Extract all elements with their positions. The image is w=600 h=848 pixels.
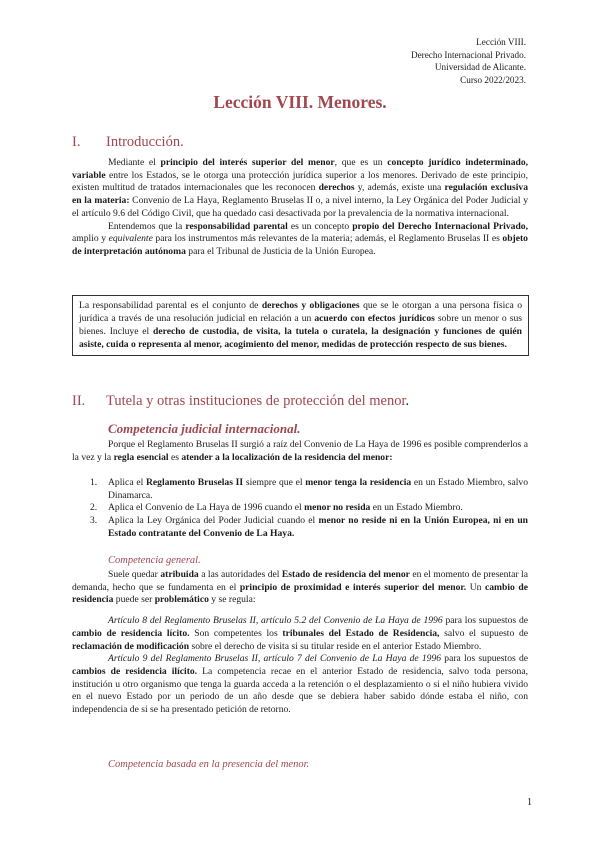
header-university: Universidad de Alicante.: [434, 62, 526, 73]
paragraph: Suele quedar atribuida a las autoridades del Estado de residencia del menor en el momento de presentar la demanda, hecho que se fundamenta en el principio de proximidad e interés superior del menor. Un cambio de residencia puede ser problemático y se regula:: [72, 569, 528, 606]
header-course: Curso 2022/2023.: [460, 74, 526, 85]
section-2-number: II.: [72, 393, 86, 409]
paragraph: Artículo 8 del Reglamento Bruselas II, artículo 5.2 del Convenio de La Haya de 1996 para los supuestos de cambio de residencia lícito. Son competentes los tribunales del Estado de Residencia, salvo el supuesto de reclamación de modificación sobre el derecho de visita si su titular reside en el anterior Estado Miembro.: [72, 615, 529, 652]
section-1-number: I.: [72, 134, 81, 150]
paragraph: Entendemos que la responsabilidad parental es un concepto propio del Derecho Internacional Privado, amplio y equivalente para los instrumentos más relevantes de la materia; además, el Reglamento Bruselas II es objeto de interpretación autónoma para el Tribunal de Justicia de la Unión Europea.: [72, 220, 528, 257]
paragraph: Mediante el principio del interés superior del menor, que es un concepto jurídico indeterminado, variable entre los Estados, se le otorga una protección jurídica superior a los menores. Derivado de este principio, existen multitud de tratados internacionales que les reconocen derechos y, además, existe una regulación exclusiva en la materia: Convenio de La Haya, Reglamento Bruselas II o, a nivel interno, la Ley Orgánica del Poder Judicial y el artículo 9.6 del Código Civil, que ha quedado casi desactivada por la prevalencia de la normativa internacional.: [72, 157, 529, 219]
list-item: 1. Aplica el Reglamento Bruselas II siempre que el menor tenga la residencia en un Estado Miembro, salvo Dinamarca.: [90, 477, 529, 501]
section-1-heading: [72, 134, 184, 151]
rules-list: [72, 477, 528, 541]
list-item: 3. Aplica la Ley Orgánica del Poder Judicial cuando el menor no reside ni en la Unión Europea, ni en un Estado contratante del Convenio de La Haya.: [90, 515, 528, 539]
definition-box: La responsabilidad parental es el conjunto de derechos y obligaciones que se le otorgan a una persona física o jurídica a través de una resolución judicial en relación a un acuerdo con efectos jurídicos sobre un menor o sus bienes. Incluye el derecho de custodia, de visita, la tutela o curatela, la designación y funciones de quién asiste, cuida o representa al menor, acogimiento del menor, medidas de protección respecto de sus bienes.: [72, 295, 529, 356]
header-subject: Derecho Internacional Privado.: [410, 49, 526, 60]
document-header: [411, 36, 526, 86]
section-2-heading: II. Tutela y otras instituciones de protección del menor.: [72, 393, 410, 409]
page-title: Lección VIII. Menores.: [213, 92, 387, 112]
section-2-body: [72, 569, 528, 717]
section-2-title: Tutela y otras instituciones de protección del menor: [106, 393, 406, 409]
page-number: 1: [527, 797, 532, 808]
section-2-intro: [72, 439, 528, 464]
paragraph: Porque el Reglamento Bruselas II surgió a raíz del Convenio de La Haya de 1996 es posible comprenderlos a la vez y la regla esencial es atender a la localización de la residencia del menor:: [72, 439, 528, 463]
section-1-body: [72, 157, 528, 259]
list-item: 2. Aplica el Convenio de La Haya de 1996 cuando el menor no resida en un Estado Miembro.: [90, 502, 463, 514]
subheading-presence: Competencia basada en la presencia del menor.: [108, 759, 310, 770]
paragraph: Artículo 9 del Reglamento Bruselas II, artículo 7 del Convenio de La Haya de 1996 para los supuestos de cambios de residencia ilícito. La competencia recae en el anterior Estado de residencia, salvo toda persona, institución u otro organismo que tenga la guarda acceda a la retención o el desplazamiento o si el niño hubiera vivido en el nuevo Estado por un periodo de un año desde que se debiera haber sabido dónde estaba el niño, con independencia de si se ha presentado petición de retorno.: [72, 653, 528, 716]
subheading-jurisdiction: Competencia judicial internacional.: [108, 421, 301, 436]
section-1-title: Introducción.: [106, 134, 184, 150]
header-lesson: Lección VIII.: [476, 37, 526, 47]
subheading-general: Competencia general.: [108, 555, 201, 566]
